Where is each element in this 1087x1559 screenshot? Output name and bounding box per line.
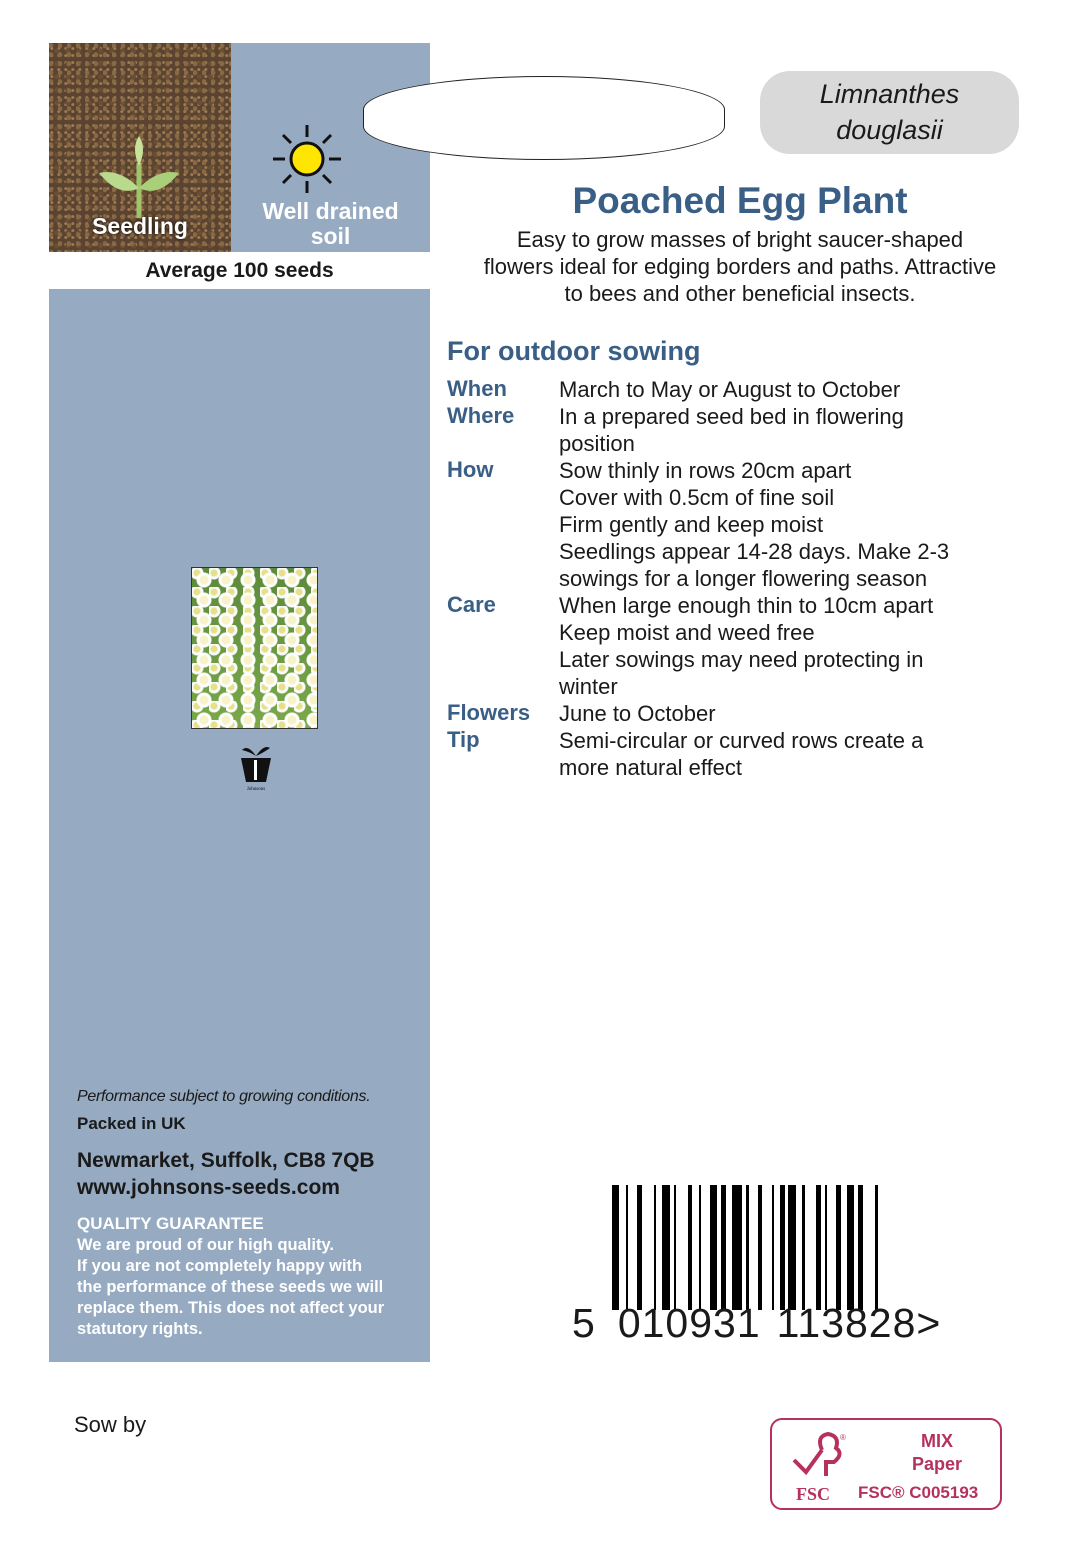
seed-count: Average 100 seeds — [49, 252, 430, 289]
barcode-bar — [772, 1185, 774, 1310]
how-line: Cover with 0.5cm of fine soil — [559, 485, 835, 510]
fsc-label — [770, 1418, 1002, 1510]
barcode-bar — [858, 1185, 863, 1310]
flower-photo — [191, 567, 318, 729]
barcode-bar — [721, 1185, 726, 1310]
where-text — [559, 403, 1029, 457]
sow-by-label: Sow by — [74, 1412, 147, 1437]
how-text — [559, 457, 1029, 592]
latin-name-box — [760, 71, 1019, 154]
how-label: How — [447, 457, 494, 482]
plant-description — [440, 226, 1040, 307]
barcode-bar — [875, 1185, 877, 1310]
guarantee-line: We are proud of our high quality. — [77, 1236, 334, 1254]
svg-text:®: ® — [840, 1433, 846, 1442]
barcode-bar — [710, 1185, 717, 1310]
flowers-text — [559, 700, 1029, 727]
johnsons-pot-logo — [236, 742, 276, 792]
soil-label-line2: soil — [310, 223, 351, 249]
fsc-tree-logo — [786, 1430, 846, 1482]
logo-text: Johnsons — [246, 787, 266, 792]
barcode-bar — [780, 1185, 785, 1310]
how-line: Sow thinly in rows 20cm apart — [559, 458, 852, 483]
how-line: Seedlings appear 14-28 days. Make 2-3 — [559, 539, 950, 564]
guarantee-line: If you are not completely happy with — [77, 1257, 363, 1275]
soil-label — [231, 199, 430, 249]
care-line: Keep moist and weed free — [559, 620, 815, 645]
barcode-bar — [836, 1185, 841, 1310]
barcode-first-digit: 5 — [572, 1300, 596, 1346]
soil-label-line1: Well drained — [262, 198, 399, 224]
guarantee-line: replace them. This does not affect your — [77, 1299, 385, 1317]
barcode-bar — [662, 1185, 669, 1310]
barcode-bar — [758, 1185, 763, 1310]
barcode-left-group: 010931 — [617, 1300, 761, 1346]
sowing-heading: For outdoor sowing — [447, 336, 701, 366]
guarantee-line: the performance of these seeds we will — [77, 1278, 384, 1296]
description-line: to bees and other beneficial insects. — [564, 281, 916, 306]
tip-label: Tip — [447, 727, 480, 752]
where-line: In a prepared seed bed in flowering — [559, 404, 904, 429]
barcode-bar — [626, 1185, 628, 1310]
tip-line: more natural effect — [559, 755, 743, 780]
guarantee-line: statutory rights. — [77, 1320, 203, 1338]
flowers-line: June to October — [559, 701, 716, 726]
barcode-right-group: 113828 — [776, 1300, 917, 1346]
tip-line: Semi-circular or curved rows create a — [559, 728, 924, 753]
tip-text — [559, 727, 1029, 781]
barcode-bar — [674, 1185, 676, 1310]
soil-condition-tile — [231, 43, 430, 252]
packet-window-outline — [363, 76, 725, 160]
barcode-bar — [847, 1185, 854, 1310]
seedling-label: Seedling — [92, 213, 188, 239]
packed-in: Packed in UK — [77, 1114, 186, 1133]
where-label: Where — [447, 403, 515, 428]
sun-icon — [271, 123, 343, 195]
guarantee-text — [77, 1235, 427, 1340]
fsc-paper: Paper — [911, 1454, 963, 1474]
where-line: position — [559, 431, 635, 456]
barcode-bar — [688, 1185, 693, 1310]
when-label: When — [447, 376, 507, 401]
fsc-mix-paper — [882, 1430, 992, 1476]
barcode-bar — [746, 1185, 748, 1310]
latin-name-line1: Limnanthes — [819, 79, 960, 109]
barcode-bar — [654, 1185, 656, 1310]
care-text — [559, 592, 1029, 700]
barcode-bar — [732, 1185, 742, 1310]
fsc-word: FSC — [796, 1484, 831, 1504]
company-address — [77, 1147, 422, 1201]
barcode-bar — [802, 1185, 804, 1310]
care-line: When large enough thin to 10cm apart — [559, 593, 934, 618]
care-label: Care — [447, 592, 496, 617]
barcode — [612, 1185, 982, 1310]
barcode-bar — [637, 1185, 642, 1310]
care-line: winter — [559, 674, 618, 699]
description-line: flowers ideal for edging borders and paths. Attractive — [483, 254, 997, 279]
flowers-label: Flowers — [447, 700, 531, 725]
seedling-image-tile — [49, 43, 231, 252]
how-line: Firm gently and keep moist — [559, 512, 824, 537]
seedling-icon — [89, 128, 189, 218]
fsc-mix: MIX — [920, 1431, 953, 1451]
barcode-bar — [788, 1185, 795, 1310]
description-line: Easy to grow masses of bright saucer-shaped — [516, 227, 964, 252]
barcode-number — [572, 1300, 941, 1347]
barcode-bar — [699, 1185, 701, 1310]
care-line: Later sowings may need protecting in — [559, 647, 924, 672]
barcode-bar — [612, 1185, 619, 1310]
plant-title: Poached Egg Plant — [572, 180, 908, 221]
latin-name-line2: douglasii — [836, 115, 943, 145]
guarantee-title: QUALITY GUARANTEE — [77, 1214, 264, 1233]
barcode-bar — [816, 1185, 821, 1310]
when-text — [559, 376, 1029, 403]
address-line: Newmarket, Suffolk, CB8 7QB — [77, 1149, 375, 1172]
how-line: sowings for a longer flowering season — [559, 566, 928, 591]
performance-note: Performance subject to growing conditions. — [77, 1088, 371, 1105]
website-link[interactable]: www.johnsons-seeds.com — [77, 1176, 340, 1199]
fsc-code: FSC® C005193 — [858, 1483, 979, 1502]
barcode-end-mark: > — [916, 1300, 942, 1346]
when-line: March to May or August to October — [559, 377, 901, 402]
barcode-bar — [825, 1185, 827, 1310]
